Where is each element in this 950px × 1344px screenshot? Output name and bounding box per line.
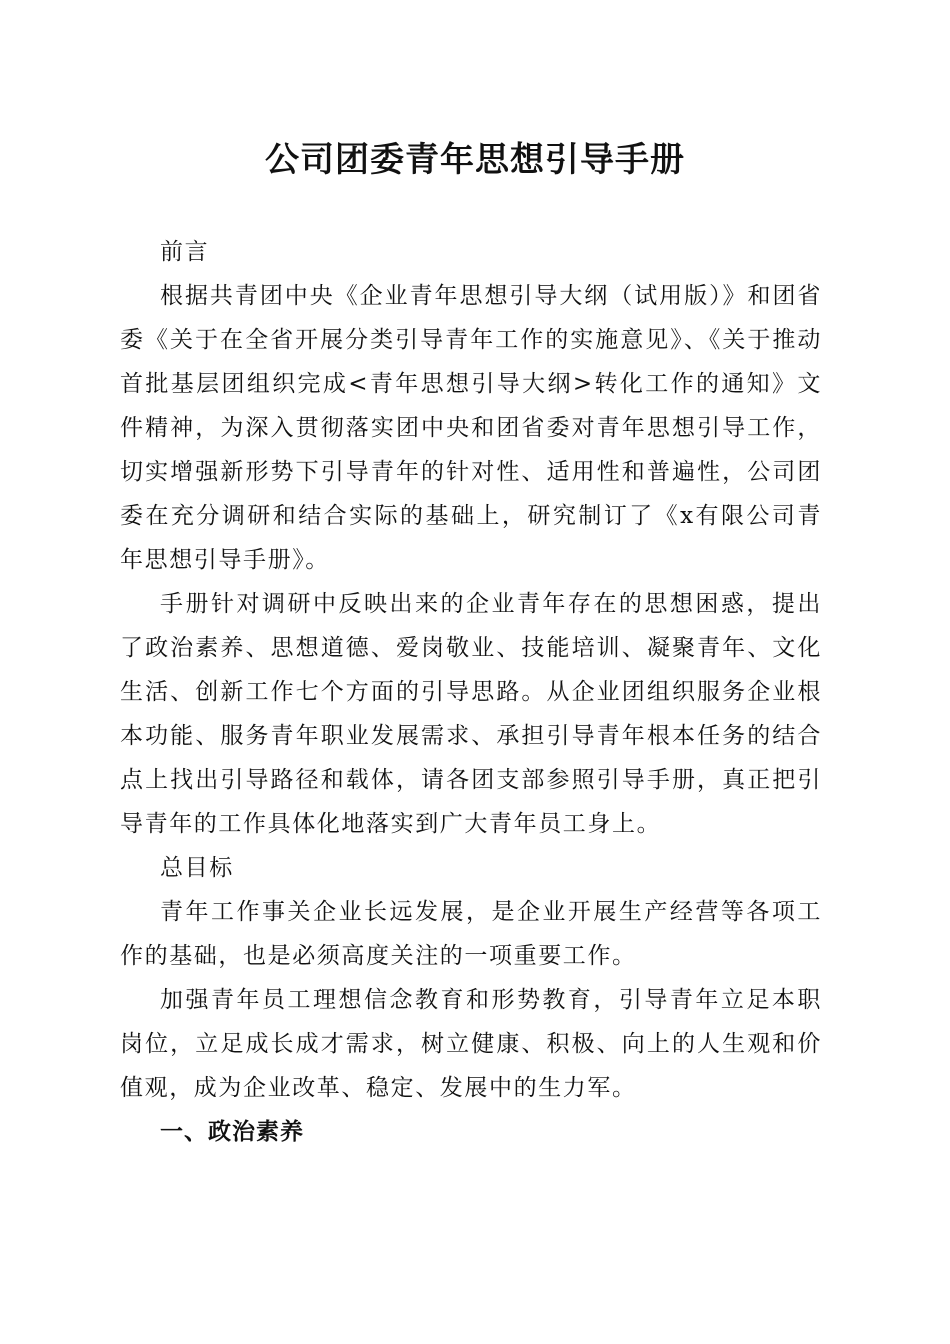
document-title: 公司团委青年思想引导手册 bbox=[265, 140, 685, 180]
preface-heading: 前言 bbox=[160, 239, 210, 265]
goal-paragraph-1: 青年工作事关企业长远发展，是企业开展生产经营等各项工作的基础，也是必须高度关注的一项重要工作。 bbox=[120, 899, 822, 969]
goal-heading: 总目标 bbox=[160, 855, 234, 881]
goal-paragraph-2: 加强青年员工理想信念教育和形势教育，引导青年立足本职岗位，立足成长成才需求，树立健康、积极、向上的人生观和价值观，成为企业改革、稳定、发展中的生力军。 bbox=[120, 987, 822, 1101]
section-heading-political: 一、政治素养 bbox=[160, 1119, 304, 1145]
document-body bbox=[120, 230, 822, 1154]
preface-paragraph-2: 手册针对调研中反映出来的企业青年存在的思想困惑，提出了政治素养、思想道德、爱岗敬业、技能培训、凝聚青年、文化生活、创新工作七个方面的引导思路。从企业团组织服务企业根本功能、服务青年职业发展需求、承担引导青年根本任务的结合点上找出引导路径和载体，请各团支部参照引导手册，真正把引导青年的工作具体化地落实到广大青年员工身上。 bbox=[120, 591, 822, 837]
preface-paragraph-1: 根据共青团中央《企业青年思想引导大纲（试用版）》和团省委《关于在全省开展分类引导青年工作的实施意见》、《关于推动首批基层团组织完成<青年思想引导大纲>转化工作的通知》文件精神，为深入贯彻落实团中央和团省委对青年思想引导工作，切实增强新形势下引导青年的针对性、适用性和普遍性，公司团委在充分调研和结合实际的基础上，研究制订了《x有限公司青年思想引导手册》。 bbox=[120, 283, 822, 573]
